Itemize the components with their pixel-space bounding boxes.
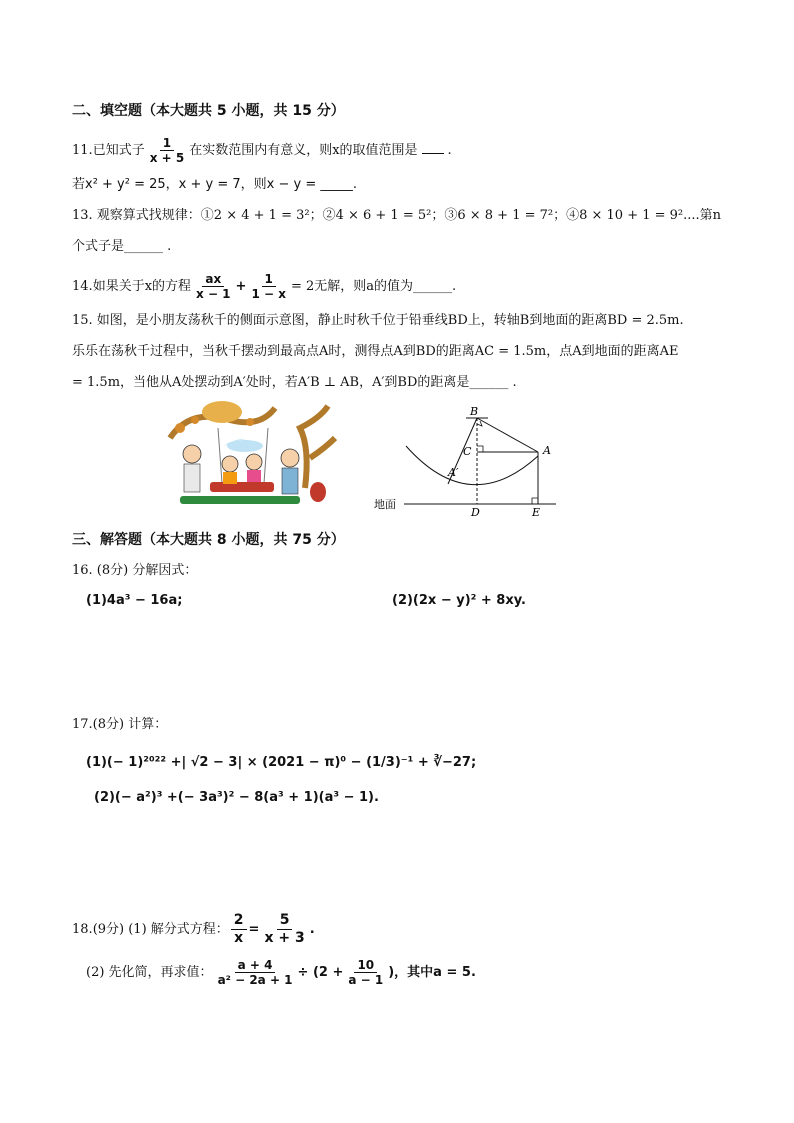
grass <box>180 496 300 504</box>
child-left <box>183 445 201 463</box>
q14-number: 14. <box>72 279 93 294</box>
q11-number: 11. <box>72 143 93 158</box>
question-13-line2: 个式子是______ . <box>72 239 172 254</box>
q11-answer-blank <box>422 141 444 154</box>
label-E: E <box>532 506 541 519</box>
q18-p2-g-num: 10 <box>354 958 377 973</box>
swing-seat <box>210 482 274 492</box>
q18-p2-inner-fraction <box>345 958 386 987</box>
q14-fraction-1 <box>193 272 234 301</box>
q18-p2-g-den: a − 1 <box>348 973 384 987</box>
q14-post: = 2无解，则a的值为______. <box>290 279 457 294</box>
q18-p1-r-num: 5 <box>277 912 293 930</box>
label-A: A <box>543 444 551 457</box>
q14-plus: + <box>235 279 247 294</box>
child-right <box>281 449 299 467</box>
question-17-heading: 17.(8分) 计算： <box>72 717 168 732</box>
q18-p1-equals: = <box>248 922 260 937</box>
q18-p1-right-fraction <box>261 912 307 947</box>
label-C: C <box>463 445 472 458</box>
q11-fraction <box>147 136 188 165</box>
q18-p2-f-den: a² − 2a + 1 <box>217 973 293 987</box>
q11-end: . <box>447 143 452 158</box>
q14-f2-num: 1 <box>262 272 276 287</box>
q14-fraction-2 <box>248 272 289 301</box>
q18-p1-left-fraction <box>231 912 247 947</box>
question-17-part-2: (2)(− a²)³ +(− 3a³)² − 8(a³ + 1)(a³ − 1). <box>94 790 379 805</box>
q18-number: 18. <box>72 922 93 937</box>
swing-geometry-diagram <box>370 400 570 520</box>
label-A-prime: A′ <box>448 466 459 479</box>
mushroom-cap <box>202 401 242 423</box>
question-16-part-1: (1)4a³ − 16a; <box>86 593 183 608</box>
q18-p2-fraction <box>215 958 296 987</box>
section-2-heading: 二、填空题（本大题共 5 小题，共 15 分） <box>72 103 345 119</box>
label-B: B <box>470 405 479 418</box>
pot <box>310 482 326 502</box>
q18-p1-l-num: 2 <box>231 912 247 930</box>
section-3-heading: 三、解答题（本大题共 8 小题，共 75 分） <box>72 532 345 548</box>
child-middle-right <box>246 454 262 470</box>
tree-trunk <box>300 406 335 488</box>
q14-pre: 如果关于x的方程 <box>92 279 192 294</box>
q11-frac-den: x + 5 <box>149 151 185 165</box>
label-ground: 地面 <box>374 498 396 511</box>
q14-f1-num: ax <box>202 272 224 287</box>
question-16-heading: 16. (8分) 分解因式： <box>72 563 198 578</box>
q18-p2-divide: ÷ (2 + <box>297 965 344 980</box>
child-middle-left <box>222 456 238 472</box>
q18-p1-end: . <box>309 922 315 937</box>
q18-p1-l-den: x <box>234 930 244 946</box>
q14-f1-den: x − 1 <box>196 287 231 301</box>
q18-p1-r-den: x + 3 <box>264 930 305 946</box>
question-15-line1: 15. 如图，是小朋友荡秋千的侧面示意图，静止时秋千位于铅垂线BD上，转轴B到地面的距离BD = 2.5m. <box>72 313 684 328</box>
question-15-line3: = 1.5m，当他从A处摆动到A′处时，若A′B ⊥ AB，A′到BD的距离是______ . <box>72 375 517 390</box>
q18-p2-f-num: a + 4 <box>235 958 276 973</box>
q18-p2-pre: (2) 先化简，再求值： <box>86 965 213 980</box>
question-12: 若x² + y² = 25，x + y = 7，则x − y = _____. <box>72 177 357 192</box>
line-BA <box>477 418 538 452</box>
question-13-line1: 13. 观察算式找规律：①2 × 4 + 1 = 3²；②4 × 6 + 1 = 5²；③6 × 8 + 1 = 7²；④8 × 10 + 1 = 9²....第n <box>72 208 722 223</box>
q11-pre: 已知式子 <box>92 143 145 158</box>
question-16-part-2: (2)(2x − y)² + 8xy. <box>392 593 526 608</box>
q18-p2-post: )，其中a = 5. <box>388 965 476 980</box>
question-18-part-1 <box>72 912 315 947</box>
q18-p1-pre: (9分) (1) 解分式方程： <box>92 922 229 937</box>
question-14 <box>72 272 456 301</box>
question-11 <box>72 136 452 165</box>
question-18-part-2 <box>86 958 476 987</box>
q11-post: 在实数范围内有意义，则x的取值范围是 <box>189 143 418 158</box>
question-15-line2: 乐乐在荡秋千过程中，当秋千摆动到最高点A时，测得点A到BD的距离AC = 1.5m，点A到地面的距离AE <box>72 344 679 359</box>
q11-frac-num: 1 <box>160 136 174 151</box>
q14-f2-den: 1 − x <box>251 287 286 301</box>
swing-cartoon-image <box>150 398 340 510</box>
label-D: D <box>471 506 480 519</box>
question-17-part-1: (1)(− 1)²⁰²² +| √2 − 3| × (2021 − π)⁰ − (1/3)⁻¹ + ∛−27; <box>86 755 477 770</box>
